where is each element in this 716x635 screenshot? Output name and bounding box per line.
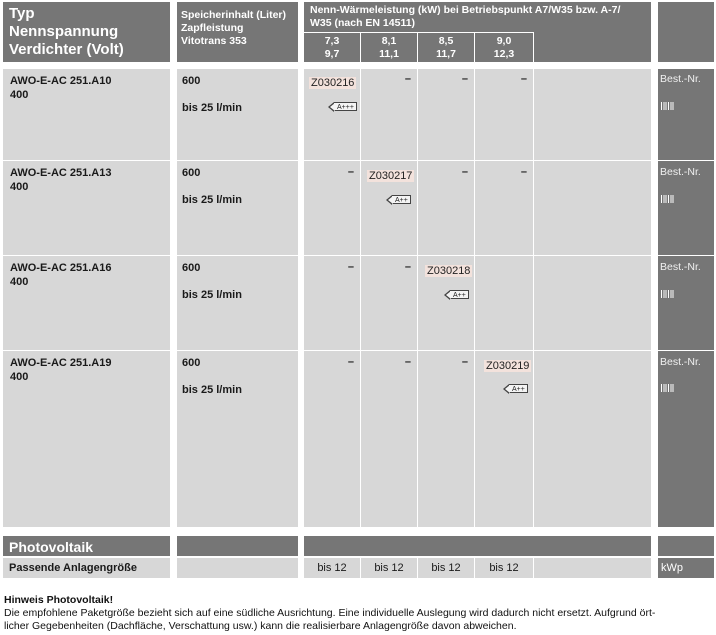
power-col-1-top: 7,3 bbox=[324, 35, 340, 47]
row-divider bbox=[3, 350, 714, 351]
cell-empty: – bbox=[461, 73, 468, 85]
energy-label-icon: A++ bbox=[509, 384, 528, 393]
grid-line bbox=[533, 558, 534, 578]
header-power-line1: Nenn-Wärmeleistung (kW) bei Betriebspunkt A7/W35 bzw. A-7/ bbox=[310, 4, 621, 16]
energy-label-icon: A++ bbox=[450, 290, 469, 299]
order-number-column bbox=[658, 69, 714, 527]
power-col-1-bottom: 9,7 bbox=[324, 48, 340, 60]
model-name: AWO-E-AC 251.A16 bbox=[10, 262, 112, 274]
pv-value: bis 12 bbox=[431, 562, 461, 574]
cell-empty: – bbox=[347, 166, 354, 178]
header-type-line3: Verdichter (Volt) bbox=[9, 41, 124, 58]
power-col-3-top: 8,5 bbox=[438, 35, 454, 47]
note-line-1: Die empfohlene Paketgröße bezieht sich auf eine südliche Ausrichtung. Eine individuelle Auslegung wird dadurch nicht ersetzt. Aufgrund ört- bbox=[4, 607, 656, 619]
storage-volume: 600 bbox=[182, 75, 201, 87]
flow-rate: bis 25 l/min bbox=[182, 384, 242, 396]
note-line-2: licher Gegebenheiten (Dachfläche, Verschattung usw.) kann die realisierbare Anlagengröße davon abweichen. bbox=[4, 620, 517, 632]
row-divider bbox=[3, 255, 714, 256]
grid-line bbox=[474, 69, 475, 527]
model-name: AWO-E-AC 251.A10 bbox=[10, 75, 112, 87]
power-col-3 bbox=[418, 33, 474, 62]
power-column bbox=[304, 69, 651, 527]
barcode-icon bbox=[661, 384, 675, 392]
order-code bbox=[367, 166, 414, 184]
cell-empty: – bbox=[520, 166, 527, 178]
model-name: AWO-E-AC 251.A19 bbox=[10, 357, 112, 369]
order-code bbox=[425, 261, 472, 279]
table-row bbox=[3, 352, 170, 388]
order-number-label: Best.-Nr. bbox=[660, 356, 701, 368]
cell-empty: – bbox=[347, 261, 354, 273]
model-voltage: 400 bbox=[10, 371, 29, 383]
header-storage-line3: Vitotrans 353 bbox=[181, 35, 247, 47]
type-column bbox=[3, 69, 170, 527]
header-storage-line1: Speicherinhalt (Liter) bbox=[181, 9, 287, 21]
pv-title: Photovoltaik bbox=[3, 536, 170, 556]
grid-line bbox=[360, 69, 361, 527]
header-power-line2: W35 (nach EN 14511) bbox=[310, 17, 416, 29]
table-row bbox=[3, 70, 170, 106]
storage-volume: 600 bbox=[182, 357, 201, 369]
order-code-text: Z030218 bbox=[427, 265, 471, 277]
flow-rate: bis 25 l/min bbox=[182, 102, 242, 114]
energy-label-icon: A+++ bbox=[334, 102, 357, 111]
flow-rate: bis 25 l/min bbox=[182, 289, 242, 301]
cell-empty: – bbox=[461, 356, 468, 368]
pv-header-block bbox=[177, 536, 298, 556]
table-row bbox=[3, 162, 170, 198]
header-storage bbox=[177, 2, 298, 62]
power-col-1 bbox=[304, 33, 360, 62]
cell-empty: – bbox=[404, 356, 411, 368]
pv-header-block bbox=[658, 536, 714, 556]
storage-volume: 600 bbox=[182, 262, 201, 274]
barcode-icon bbox=[661, 102, 675, 110]
order-code bbox=[309, 73, 356, 91]
power-col-4-top: 9,0 bbox=[496, 35, 512, 47]
power-col-4 bbox=[475, 33, 533, 62]
order-code bbox=[484, 356, 531, 374]
power-col-2-bottom: 11,1 bbox=[379, 48, 399, 60]
pv-value: bis 12 bbox=[374, 562, 404, 574]
model-voltage: 400 bbox=[10, 276, 29, 288]
model-voltage: 400 bbox=[10, 89, 29, 101]
model-name: AWO-E-AC 251.A13 bbox=[10, 167, 112, 179]
pv-unit: kWp bbox=[658, 558, 714, 578]
header-col-divider bbox=[533, 32, 534, 62]
order-number-label: Best.-Nr. bbox=[660, 166, 701, 178]
header-type bbox=[3, 2, 170, 62]
pv-label: Passende Anlagengröße bbox=[3, 558, 170, 578]
power-col-2 bbox=[361, 33, 417, 62]
header-type-line1: Typ bbox=[9, 5, 35, 22]
power-col-4-bottom: 12,3 bbox=[493, 48, 515, 60]
cell-empty: – bbox=[347, 356, 354, 368]
header-type-line2: Nennspannung bbox=[9, 23, 119, 40]
order-code-text: Z030216 bbox=[311, 77, 355, 89]
grid-line bbox=[533, 69, 534, 527]
barcode-icon bbox=[661, 195, 675, 203]
header-right bbox=[658, 2, 714, 62]
header-storage-line2: Zapfleistung bbox=[181, 22, 244, 34]
order-code-text: Z030219 bbox=[486, 360, 530, 372]
pv-value: bis 12 bbox=[317, 562, 347, 574]
grid-line bbox=[417, 69, 418, 527]
barcode-icon bbox=[661, 290, 675, 298]
pv-value: bis 12 bbox=[489, 562, 519, 574]
order-number-label: Best.-Nr. bbox=[660, 261, 701, 273]
cell-empty: – bbox=[404, 261, 411, 273]
storage-volume: 600 bbox=[182, 167, 201, 179]
cell-empty: – bbox=[520, 73, 527, 85]
pv-header-block bbox=[304, 536, 651, 556]
power-col-3-bottom: 11,7 bbox=[436, 48, 456, 60]
power-col-2-top: 8,1 bbox=[381, 35, 397, 47]
table-row bbox=[3, 257, 170, 293]
model-voltage: 400 bbox=[10, 181, 29, 193]
row-divider bbox=[3, 160, 714, 161]
energy-label-icon: A++ bbox=[392, 195, 411, 204]
note-title: Hinweis Photovoltaik! bbox=[4, 594, 114, 606]
cell-empty: – bbox=[404, 73, 411, 85]
cell-empty: – bbox=[461, 166, 468, 178]
order-code-text: Z030217 bbox=[369, 170, 413, 182]
pv-empty-cell bbox=[177, 558, 298, 578]
order-number-label: Best.-Nr. bbox=[660, 73, 701, 85]
flow-rate: bis 25 l/min bbox=[182, 194, 242, 206]
